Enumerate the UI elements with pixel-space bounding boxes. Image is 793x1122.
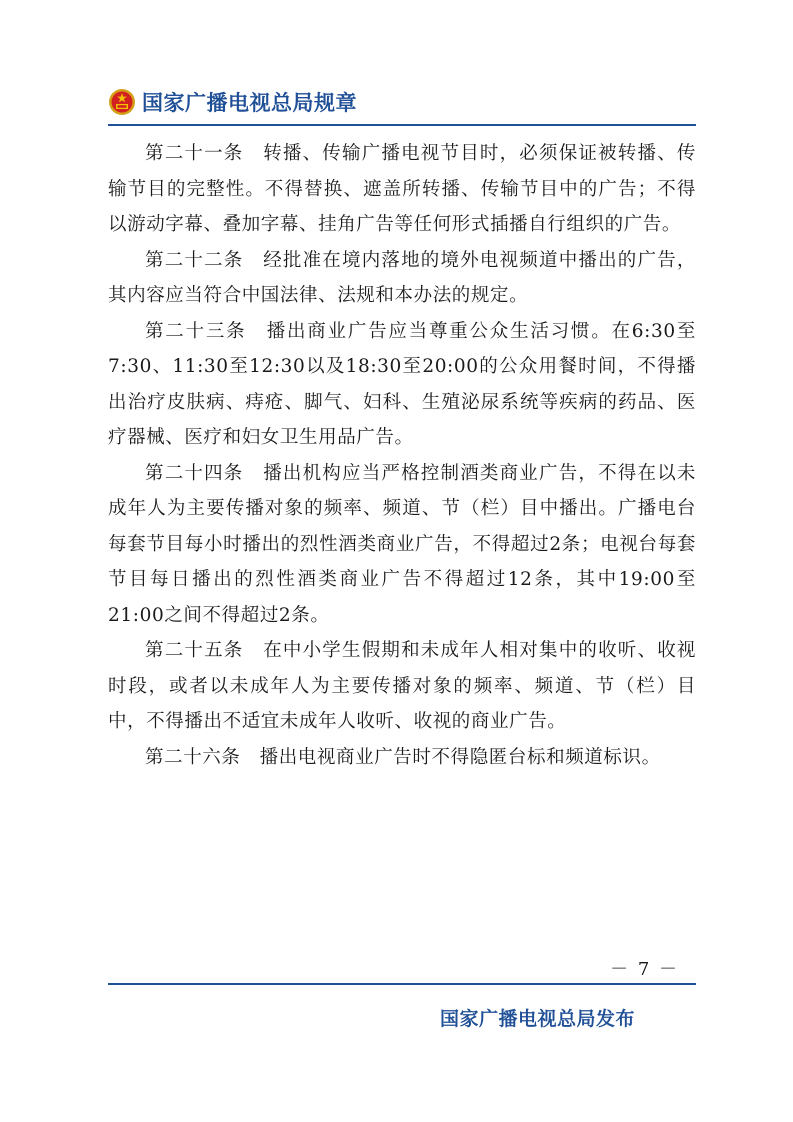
article-25: 第二十五条 在中小学生假期和未成年人相对集中的收听、收视时段，或者以未成年人为主要传播对象的频率、频道、节（栏）目中，不得播出不适宜未成年人收听、收视的商业广告。 <box>108 640 696 732</box>
article-21: 第二十一条 转播、传输广播电视节目时，必须保证被转播、传输节目的完整性。不得替换、遮盖所转播、传输节目中的广告；不得以游动字幕、叠加字幕、挂角广告等任何形式插播自行组织的广告。 <box>108 143 696 235</box>
page-header <box>108 84 357 120</box>
header-title: 国家广播电视总局规章 <box>142 91 357 115</box>
national-emblem-icon <box>108 88 136 116</box>
footer-publisher: 国家广播电视总局发布 <box>440 1008 636 1030</box>
footer-divider <box>108 983 696 985</box>
document-body <box>108 136 696 775</box>
article-26: 第二十六条 播出电视商业广告时不得隐匿台标和频道标识。 <box>145 746 661 768</box>
article-24: 第二十四条 播出机构应当严格控制酒类商业广告，不得在以未成年人为主要传播对象的频率、频道、节（栏）目中播出。广播电台每套节目每小时播出的烈性酒类商业广告，不得超过2条；电视台每套节目每日播出的烈性酒类商业广告不得超过12条，其中19:00至21:00之间不得超过2条。 <box>108 462 696 626</box>
header-divider <box>108 124 696 126</box>
article-22: 第二十二条 经批准在境内落地的境外电视频道中播出的广告，其内容应当符合中国法律、法规和本办法的规定。 <box>108 249 696 306</box>
page-number: － 7 － <box>610 959 679 980</box>
article-23: 第二十三条 播出商业广告应当尊重公众生活习惯。在6:30至7:30、11:30至12:30以及18:30至20:00的公众用餐时间，不得播出治疗皮肤病、痔疮、脚气、妇科、生殖泌尿系统等疾病的药品、医疗器械、医疗和妇女卫生用品广告。 <box>108 320 696 448</box>
